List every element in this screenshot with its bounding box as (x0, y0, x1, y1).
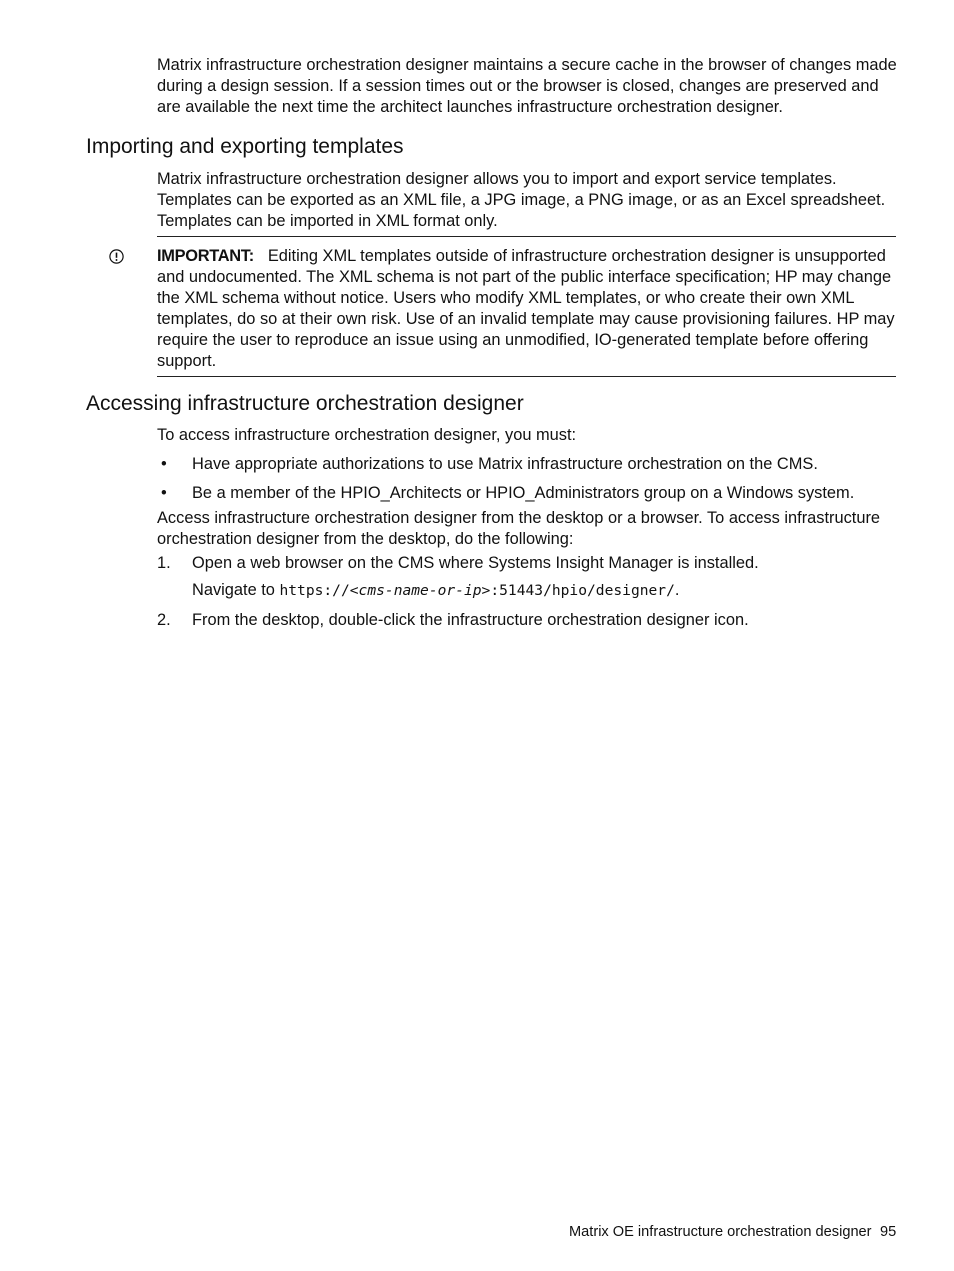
important-bottom-rule (157, 376, 896, 377)
url-start: https:// (279, 582, 350, 599)
bullet-text: Have appropriate authorizations to use Matrix infrastructure orchestration on the CMS. (192, 455, 818, 473)
step-number: 1. (157, 554, 171, 572)
url-variable: <cms-name-or-ip> (349, 582, 491, 599)
step-text: From the desktop, double-click the infrastructure orchestration designer icon. (192, 611, 749, 629)
bullet-marker: • (161, 484, 167, 502)
bullet-marker: • (161, 455, 167, 473)
step-number: 2. (157, 611, 171, 629)
footer-title: Matrix OE infrastructure orchestration designer (569, 1224, 872, 1240)
important-top-rule (157, 236, 896, 237)
important-note (157, 246, 897, 372)
access-lead: To access infrastructure orchestration designer, you must: (157, 426, 577, 444)
important-text: Editing XML templates outside of infrastructure orchestration designer is unsupported and undocumented. The XML schema is not part of the public interface specification; HP may change the XML schema without notice. Users who modify XML templates, or who create their own XML templates, do so at their own risk. Use of an invalid template may cause provisioning failures. HP may require the user to reproduce an issue using an unmodified, IO-generated template before offering support. (157, 247, 895, 370)
navigate-prefix: Navigate to (192, 581, 280, 599)
access-paragraph: Access infrastructure orchestration designer from the desktop or a browser. To access infrastructure orchestration designer from the desktop, do the following: (157, 509, 881, 548)
important-label: IMPORTANT: (157, 247, 254, 265)
navigate-suffix: . (674, 581, 680, 599)
url-end: :51443/hpio/designer/ (490, 582, 675, 599)
intro-paragraph: Matrix infrastructure orchestration designer maintains a secure cache in the browser of changes made during a design session. If a session times out or the browser is closed, changes are preserved and are available the next time the architect launches infrastructure orchestration designer. (157, 56, 897, 116)
important-icon (109, 249, 124, 264)
import-paragraph: Matrix infrastructure orchestration designer allows you to import and export service templates. Templates can be exported as an XML file, a JPG image, a PNG image, or as an Excel spreadsheet. Templates can be imported in XML format only. (157, 170, 886, 230)
step-text: Open a web browser on the CMS where Systems Insight Manager is installed. (192, 554, 759, 572)
page-number: 95 (880, 1224, 897, 1240)
heading-importing-exporting: Importing and exporting templates (86, 135, 404, 158)
heading-accessing-designer: Accessing infrastructure orchestration designer (86, 392, 524, 415)
bullet-text: Be a member of the HPIO_Architects or HPIO_Administrators group on a Windows system. (192, 484, 855, 502)
